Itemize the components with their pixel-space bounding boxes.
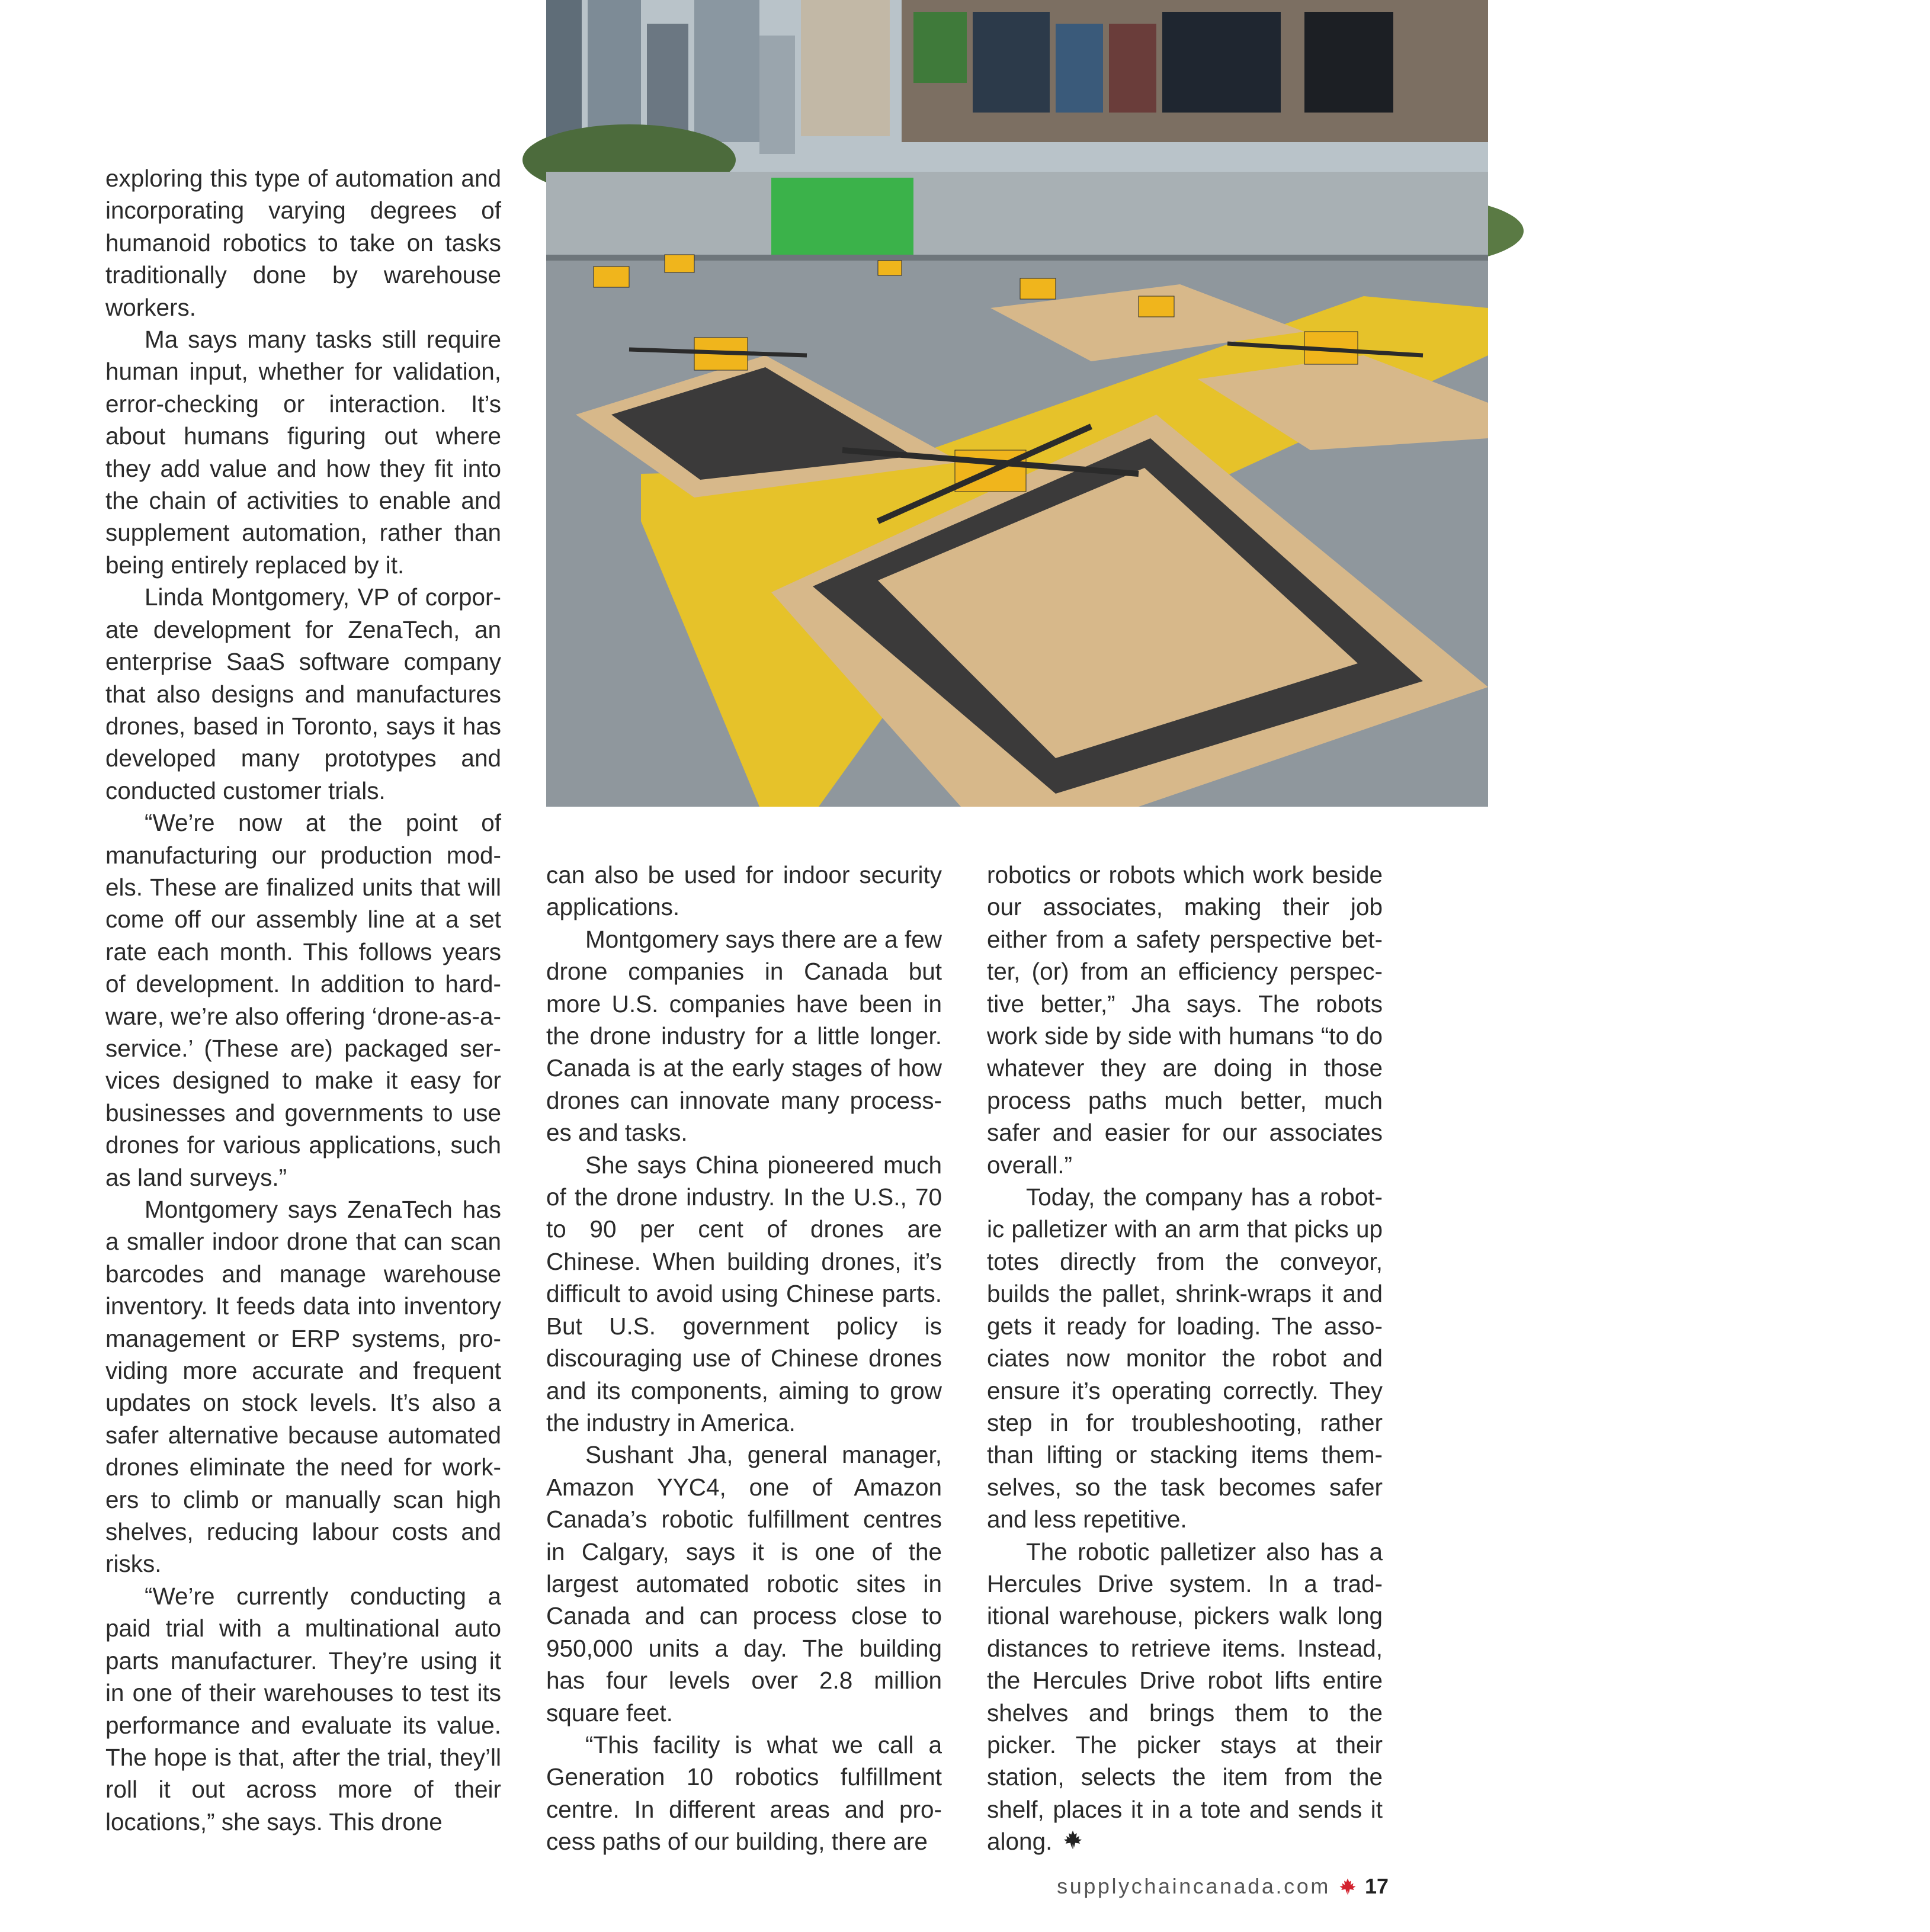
column-1 <box>105 162 501 1838</box>
column-2 <box>546 859 942 1858</box>
paragraph: The robotic palletizer also has a Hercules Drive system. In a traditional warehouse, pickers walk long distances to retrieve items. Instead, the Hercules Drive robot lifts entire shelves and brings them to the picker. The picker stays at their station, selects the item from the shelf, places it in a tote and sends it along. <box>987 1538 1383 1856</box>
paragraph: Sushant Jha, general manager, Amazon YYC4, one of Amazon Canada’s robotic fulfillment centres in Calgary, says it is one of the largest automated robotic sites in Canada and can process close to 950,000 units a day. The building has four levels over 2.8 million square feet. <box>546 1441 942 1726</box>
paragraph: “This facility is what we call a Generation 10 robotics fulfillment centre. In different areas and process paths of our building, there are <box>546 1731 942 1856</box>
end-maple-leaf-icon <box>1063 1830 1083 1850</box>
page-number: 17 <box>1364 1874 1389 1898</box>
paragraph: Montgomery says there are a few drone companies in Canada but more U.S. companies have been in the drone industry for a little longer. Canada is at the early stages of how drones can innovate many processes and tasks. <box>546 925 942 1147</box>
paragraph: “We’re now at the point of manufacturing our production models. These are finalized units that will come off our assembly line at a set rate each month. This follows years of development. In addition to hardware, we’re also offering ‘drone-as-a-service.’ (These are) packaged services designed to make it easy for businesses and governments to use drones for various applications, such as land surveys.” <box>105 809 501 1191</box>
maple-leaf-icon <box>1339 1878 1357 1895</box>
photo-credit: © Yucheung / shutterstock.com <box>1915 560 1929 740</box>
paragraph: Linda Montgomery, VP of corporate development for ZenaTech, an enterprise SaaS software company that also designs and manufactures drones, based in Toronto, says it has developed many prototypes and conducted customer trials. <box>105 583 501 804</box>
paragraph: Montgomery says ZenaTech has a smaller indoor drone that can scan barcodes and manage warehouse inventory. It feeds data into inventory management or ERP systems, providing more accurate and frequent updates on stock levels. It’s also a safer alternative because automated drones eliminate the need for workers to climb or manually scan high shelves, reducing labour costs and risks. <box>105 1196 501 1578</box>
paragraph: Ma says many tasks still require human input, whether for validation, error-checking or interaction. It’s about humans figuring out where they add value and how they fit into the chain of activities to enable and supplement automation, rather than being entirely replaced by it. <box>105 326 501 579</box>
column-3 <box>987 859 1383 1858</box>
page-footer <box>1057 1874 1389 1899</box>
footer-site-url: supplychaincanada.com <box>1057 1874 1331 1898</box>
paragraph: exploring this type of automation and incorporating varying degrees of humanoid robotics to take on tasks traditionally done by warehouse workers. <box>105 165 501 321</box>
drone-photo <box>546 0 1929 807</box>
paragraph: Today, the company has a robotic palletizer with an arm that picks up totes directly from the conveyor, builds the pallet, shrink-wraps it and gets it ready for loading. The associates now monitor the robot and ensure it’s operating correctly. They step in for troubleshooting, rather than lifting or stacking items themselves, so the task becomes safer and less repetitive. <box>987 1183 1383 1533</box>
paragraph: robotics or robots which work beside our associates, making their job either from a safety perspective better, (or) from an efficiency perspective better,” Jha says. The robots work side by side with humans “to do whatever they are doing in those process paths much better, much safer and easier for our associates overall.” <box>987 861 1383 1179</box>
paragraph: “We’re currently conducting a paid trial with a multinational auto parts manufacturer. They’re using it in one of their warehouses to test its performance and evaluate its value. The hope is that, after the trial, they’ll roll it out across more of their locations,” she says. This drone <box>105 1582 501 1835</box>
paragraph: can also be used for indoor security applications. <box>546 861 942 921</box>
paragraph: She says China pioneered much of the drone industry. In the U.S., 70 to 90 per cent of drones are Chinese. When building drones, it’s difficult to avoid using Chinese parts. But U.S. government policy is discouraging use of Chinese drones and its components, aiming to grow the industry in America. <box>546 1151 942 1436</box>
